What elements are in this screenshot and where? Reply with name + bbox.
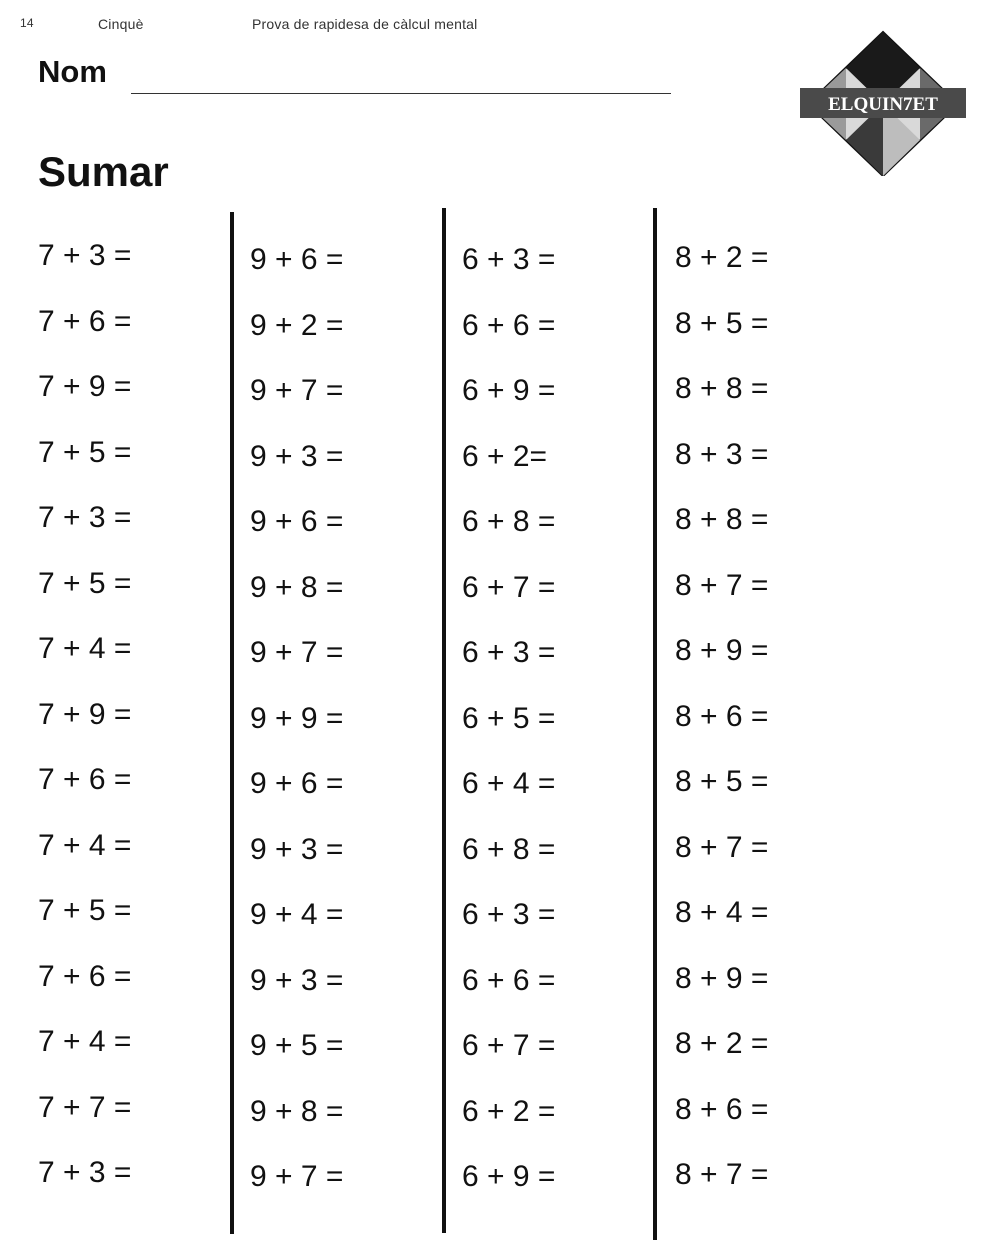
equations-column-9: [250, 240, 450, 1223]
equation: 6 + 3 =: [462, 636, 556, 669]
equation: 6 + 6 =: [462, 308, 556, 342]
equation: 7 + 9 =: [38, 370, 132, 403]
equation: 9 + 9 =: [250, 701, 344, 735]
equation: 8 + 5 =: [675, 765, 769, 798]
equation: 7 + 3 =: [38, 1156, 132, 1189]
equation: 7 + 4 =: [38, 632, 132, 665]
equation: 6 + 3 =: [462, 898, 556, 931]
equation: 9 + 8 =: [250, 1094, 344, 1128]
equation: 7 + 5 =: [38, 435, 132, 469]
equation: 7 + 5 =: [38, 894, 132, 927]
equation: 7 + 4 =: [38, 1025, 132, 1058]
equation: 8 + 7 =: [675, 1158, 769, 1191]
equation: 9 + 3 =: [250, 832, 344, 866]
equation: 9 + 7 =: [250, 636, 344, 669]
equation: 7 + 6 =: [38, 763, 132, 796]
equation: 6 + 7 =: [462, 1029, 556, 1062]
equations-column-7: [38, 236, 238, 1219]
equation: 9 + 3 =: [250, 439, 344, 473]
worksheet-subject: Prova de rapidesa de càlcul mental: [252, 16, 478, 32]
equation: 8 + 9 =: [675, 634, 769, 667]
equation: 6 + 5 =: [462, 701, 556, 735]
equation: 9 + 6 =: [250, 767, 344, 800]
equation: 9 + 7 =: [250, 374, 344, 407]
equation: 8 + 6 =: [675, 699, 769, 733]
equation: 6 + 4 =: [462, 767, 556, 800]
equation: 9 + 4 =: [250, 898, 344, 931]
equation: 7 + 4 =: [38, 828, 132, 862]
equation: 9 + 6 =: [250, 505, 344, 538]
elquinzet-logo: [798, 26, 968, 176]
equation: 9 + 2 =: [250, 308, 344, 342]
equation: 8 + 6 =: [675, 1092, 769, 1126]
equation: 6 + 2=: [462, 439, 548, 473]
equation: 7 + 5 =: [38, 566, 132, 600]
equation: 8 + 4 =: [675, 896, 769, 929]
worksheet-title: Sumar: [38, 148, 169, 195]
equation: 7 + 9 =: [38, 697, 132, 731]
equation: 8 + 7 =: [675, 830, 769, 864]
equation: 9 + 8 =: [250, 570, 344, 604]
equation: 6 + 3 =: [462, 243, 556, 276]
equation: 7 + 3 =: [38, 501, 132, 534]
name-label: Nom: [38, 54, 107, 89]
name-write-line[interactable]: [131, 93, 671, 94]
equation: 6 + 9 =: [462, 374, 556, 407]
equation: 8 + 2 =: [675, 241, 769, 274]
equation: 9 + 5 =: [250, 1029, 344, 1062]
equation: 9 + 6 =: [250, 243, 344, 276]
equation: 8 + 9 =: [675, 961, 769, 995]
equation: 8 + 8 =: [675, 372, 769, 405]
equation: 8 + 3 =: [675, 437, 769, 471]
equation: 8 + 8 =: [675, 503, 769, 536]
equation: 8 + 5 =: [675, 306, 769, 340]
equation: 6 + 9 =: [462, 1160, 556, 1193]
equation: 7 + 6 =: [38, 304, 132, 338]
equations-column-6: [462, 240, 662, 1223]
equation: 8 + 2 =: [675, 1027, 769, 1060]
equation: 7 + 7 =: [38, 1090, 132, 1124]
equation: 9 + 3 =: [250, 963, 344, 997]
equations-column-8: [675, 238, 875, 1221]
logo-text: ELQUIN7ET: [828, 94, 938, 115]
equation: 7 + 6 =: [38, 959, 132, 993]
equation: 6 + 7 =: [462, 570, 556, 604]
equation: 8 + 7 =: [675, 568, 769, 602]
equation: 6 + 8 =: [462, 832, 556, 866]
equation: 7 + 3 =: [38, 239, 132, 272]
page-number: 14: [20, 16, 34, 30]
equation: 6 + 6 =: [462, 963, 556, 997]
equation: 6 + 8 =: [462, 505, 556, 538]
equation: 9 + 7 =: [250, 1160, 344, 1193]
section-label: Cinquè: [98, 16, 144, 32]
equation: 6 + 2 =: [462, 1094, 556, 1128]
